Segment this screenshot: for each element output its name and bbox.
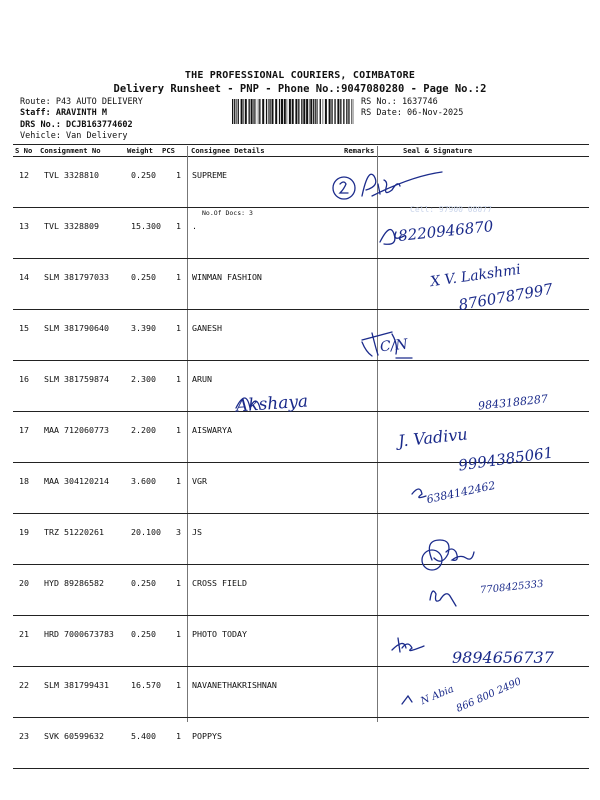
docs-count: No.Of Docs: 3 — [202, 209, 253, 217]
row-pcs: 3 — [176, 527, 181, 537]
row-weight: 3.390 — [131, 323, 156, 333]
table-row — [0, 463, 600, 514]
row-consignee: ARUN — [192, 374, 212, 384]
row-consignment-no: MAA 712060773 — [44, 425, 109, 435]
row-weight: 20.100 — [131, 527, 161, 537]
row-consignment-no: SLM 381790640 — [44, 323, 109, 333]
row-pcs: 1 — [176, 425, 181, 435]
row-sno: 17 — [19, 425, 29, 435]
row-pcs: 1 — [176, 731, 181, 741]
row-consignee: JS — [192, 527, 202, 537]
row-weight: 0.250 — [131, 272, 156, 282]
row-consignment-no: TVL 3328810 — [44, 170, 99, 180]
row-rule — [13, 768, 589, 769]
row-pcs: 1 — [176, 170, 181, 180]
row-consignee: PHOTO TODAY — [192, 629, 247, 639]
row-sno: 15 — [19, 323, 29, 333]
row-consignee: WINMAN FASHION — [192, 272, 262, 282]
row-pcs: 1 — [176, 629, 181, 639]
row-sno: 12 — [19, 170, 29, 180]
col-pcs: PCS — [162, 146, 175, 155]
row-sno: 13 — [19, 221, 29, 231]
row-sno: 16 — [19, 374, 29, 384]
handwritten-name-row23: N Abia — [419, 683, 456, 708]
table-row — [0, 667, 600, 718]
row-consignment-no: HYD 89286582 — [44, 578, 104, 588]
handwritten-mark-row16: C/N — [379, 336, 409, 356]
col-consignee: Consignee Details — [191, 146, 265, 155]
row-weight: 0.250 — [131, 170, 156, 180]
row-weight: 2.200 — [131, 425, 156, 435]
row-consignment-no: TRZ 51220261 — [44, 527, 104, 537]
row-weight: 5.400 — [131, 731, 156, 741]
row-consignment-no: HRD 7000673783 — [44, 629, 114, 639]
row-consignee: SUPREME — [192, 170, 227, 180]
row-sno: 21 — [19, 629, 29, 639]
table-row — [0, 718, 600, 769]
row-consignment-no: TVL 3328809 — [44, 221, 99, 231]
drs-label: DRS No.: DCJB163774602 — [20, 120, 133, 130]
row-consignment-no: SLM 381759874 — [44, 374, 109, 384]
handwritten-phone-row19: 6384142462 — [425, 478, 497, 507]
row-weight: 16.570 — [131, 680, 161, 690]
row-sno: 23 — [19, 731, 29, 741]
vehicle-label: Vehicle: Van Delivery — [20, 131, 128, 141]
handwritten-phone-row21: 7708425333 — [479, 578, 545, 597]
row-consignment-no: SVK 60599632 — [44, 731, 104, 741]
row-sno: 22 — [19, 680, 29, 690]
row-consignee: GANESH — [192, 323, 222, 333]
table-row — [0, 157, 600, 208]
row-consignment-no: SLM 381797033 — [44, 272, 109, 282]
col-consignment: Consignment No — [40, 146, 101, 155]
table-row — [0, 310, 600, 361]
row-pcs: 1 — [176, 272, 181, 282]
col-sno: S No — [15, 146, 33, 155]
row-weight: 2.300 — [131, 374, 156, 384]
row-weight: 0.250 — [131, 578, 156, 588]
table-top-rule — [13, 144, 589, 145]
row-consignee: VGR — [192, 476, 207, 486]
row-pcs: 1 — [176, 578, 181, 588]
handwritten-name-row17: Akshaya — [235, 391, 309, 417]
handwritten-phone-row23: 866 800 2490 — [454, 676, 524, 715]
handwritten-phone-row18: 9994385061 — [457, 443, 555, 475]
table-row — [0, 514, 600, 565]
table-row — [0, 208, 600, 259]
rs-date: RS Date: 06-Nov-2025 — [361, 108, 464, 118]
route-label: Route: P43 AUTO DELIVERY — [20, 97, 143, 107]
col-weight: Weight — [127, 146, 153, 155]
row-pcs: 1 — [176, 680, 181, 690]
row-pcs: 1 — [176, 221, 181, 231]
col-remarks: Remarks — [344, 146, 375, 155]
row-weight: 15.300 — [131, 221, 161, 231]
row-pcs: 1 — [176, 476, 181, 486]
row-pcs: 1 — [176, 323, 181, 333]
handwritten-phone-row15: 8760787997 — [457, 279, 555, 315]
handwritten-phone-row22: 9894656737 — [452, 648, 554, 667]
handwritten-name-row15: X V. Lakshmi — [429, 261, 522, 291]
row-consignment-no: SLM 381799431 — [44, 680, 109, 690]
row-consignee: AISWARYA — [192, 425, 232, 435]
row-weight: 0.250 — [131, 629, 156, 639]
barcode-image — [232, 99, 356, 124]
row-consignee: POPPYS — [192, 731, 222, 741]
rs-number: RS No.: 1637746 — [361, 97, 438, 107]
row-sno: 18 — [19, 476, 29, 486]
runsheet-subtitle: Delivery Runsheet - PNP - Phone No.:9047080280 - Page No.:2 — [113, 83, 487, 95]
row-consignee: CROSS FIELD — [192, 578, 247, 588]
handwritten-name-row18: J. Vadivu — [397, 424, 469, 451]
company-title: THE PROFESSIONAL COURIERS, COIMBATORE — [184, 70, 416, 81]
row-weight: 3.600 — [131, 476, 156, 486]
row-sno: 14 — [19, 272, 29, 282]
col-seal-signature: Seal & Signature — [403, 146, 473, 155]
row-sno: 20 — [19, 578, 29, 588]
row-consignee: NAVANETHAKRISHNAN — [192, 680, 277, 690]
row-consignment-no: MAA 304120214 — [44, 476, 109, 486]
shop-stamp: Cell: 97900 08077 — [410, 205, 492, 214]
row-pcs: 1 — [176, 374, 181, 384]
handwritten-phone-row14: 8220946870 — [397, 217, 495, 245]
handwritten-phone-row17: 9843188287 — [477, 392, 549, 413]
staff-label: Staff: ARAVINTH M — [20, 108, 107, 118]
row-consignee: . — [192, 221, 197, 231]
row-sno: 19 — [19, 527, 29, 537]
